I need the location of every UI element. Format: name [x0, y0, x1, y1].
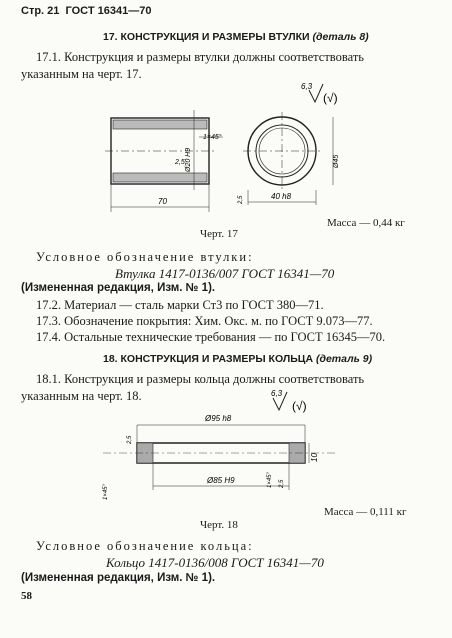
ring-section [103, 414, 335, 500]
svg-text:6,3: 6,3 [301, 82, 313, 91]
svg-text:2,5: 2,5 [279, 479, 285, 488]
svg-text:40 h8: 40 h8 [271, 192, 292, 201]
section-17-title-text: 17. КОНСТРУКЦИЯ И РАЗМЕРЫ ВТУЛКИ [103, 31, 310, 43]
section-17-item2: 17.2. Материал — сталь марки Ст3 по ГОСТ 380—71. [36, 298, 324, 312]
sleeve-end-view [238, 112, 340, 205]
section-18-designation: Кольцо 1417-0136/008 ГОСТ 16341—70 [106, 555, 324, 570]
section-17-para2: указанным на черт. 17. [21, 67, 142, 81]
section-18-title [103, 353, 372, 365]
section-17-item4: 17.4. Остальные технические требования — по ГОСТ 16345—70. [36, 330, 386, 344]
svg-text:2,5: 2,5 [175, 159, 185, 166]
page-header [21, 5, 151, 17]
section-17-designation-label: Условное обозначение втулки: [36, 250, 254, 264]
sleeve-section [105, 110, 223, 212]
section-17-detail: (деталь 8) [312, 31, 369, 43]
section-17-title [103, 31, 369, 43]
section-17-mass: Масса — 0,44 кг [327, 217, 405, 229]
svg-text:1×45°: 1×45° [267, 472, 273, 488]
section-18-designation-label: Условное обозначение кольца: [36, 539, 254, 553]
svg-text:(√): (√) [292, 399, 307, 413]
svg-text:Ø20 H9: Ø20 H9 [185, 147, 192, 172]
svg-text:2,5: 2,5 [238, 195, 244, 204]
svg-text:1×45°: 1×45° [103, 484, 109, 500]
svg-text:1×45°: 1×45° [203, 134, 222, 141]
svg-text:Ø95 h8: Ø95 h8 [205, 414, 232, 423]
header-standard: ГОСТ 16341—70 [65, 5, 152, 17]
section-17-designation: Втулка 1417-0136/007 ГОСТ 16341—70 [115, 266, 335, 281]
section-18-detail: (деталь 9) [315, 353, 373, 365]
header-page: Стр. 21 [21, 5, 60, 17]
svg-text:70: 70 [158, 197, 167, 206]
svg-text:Ø45: Ø45 [333, 154, 340, 168]
roughness-symbol-18 [271, 389, 307, 413]
drawing-17 [95, 80, 345, 222]
section-17-para1: 17.1. Конструкция и размеры втулки должны соответствовать [36, 50, 364, 64]
section-17-caption: Черт. 17 [200, 228, 238, 240]
section-17-revision: (Измененная редакция, Изм. № 1). [21, 282, 216, 294]
roughness-symbol [301, 82, 338, 105]
section-18-para1: 18.1. Конструкция и размеры кольца должны соответствовать [36, 372, 365, 386]
section-18-title-text: 18. КОНСТРУКЦИЯ И РАЗМЕРЫ КОЛЬЦА [103, 353, 314, 365]
svg-text:2,5: 2,5 [127, 435, 133, 444]
drawing-18 [95, 388, 345, 510]
svg-text:6,3: 6,3 [271, 389, 283, 398]
page-number: 58 [21, 590, 32, 602]
svg-text:10: 10 [310, 453, 319, 462]
section-18-caption: Черт. 18 [200, 519, 238, 531]
section-18-revision: (Измененная редакция, Изм. № 1). [21, 572, 216, 584]
section-18-mass: Масса — 0,111 кг [324, 506, 407, 518]
section-17-item3: 17.3. Обозначение покрытия: Хим. Окс. м. по ГОСТ 9.073—77. [36, 314, 373, 328]
section-18-para2: указанным на черт. 18. [21, 389, 142, 403]
svg-text:(√): (√) [323, 91, 338, 105]
svg-text:Ø85 H9: Ø85 H9 [207, 476, 235, 485]
